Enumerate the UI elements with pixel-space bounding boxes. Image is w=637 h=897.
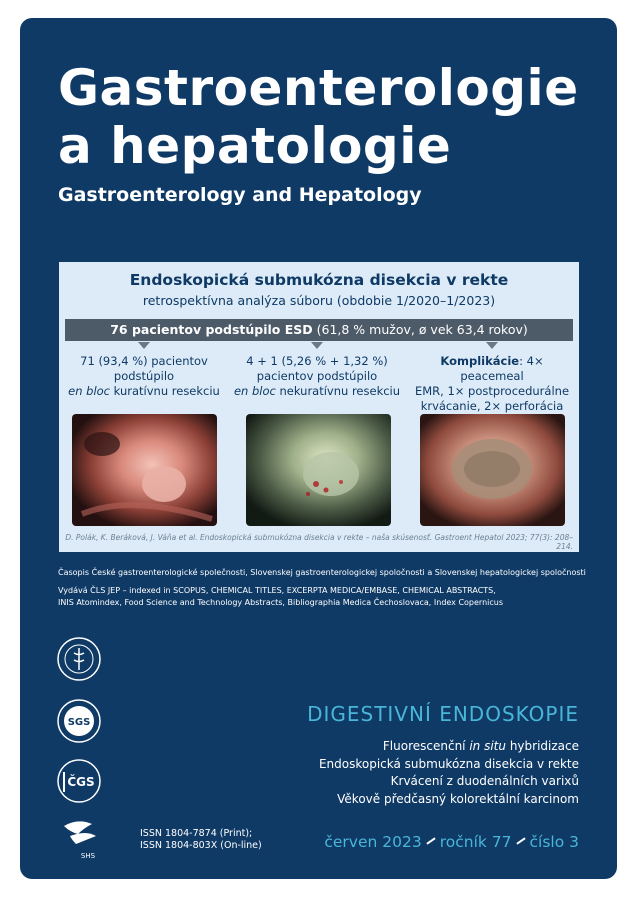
issue-info <box>324 833 579 851</box>
cgs-text: ČGS <box>67 775 95 789</box>
journal-subtitle: Gastroenterology and Hepatology <box>58 184 422 206</box>
issn-online: ISSN 1804-803X (On-line) <box>140 840 262 851</box>
index-line-1: Vydává ČLS JEP – indexed in SCOPUS, CHEMICAL TITLES, EXCERPTA MEDICA/EMBASE, CHEMICAL ABSTRACTS, <box>58 586 496 595</box>
down-arrow-icon <box>486 342 498 349</box>
result-noncurative: 4 + 1 (5,26 % + 1,32 %) pacientov podstúpilo en bloc nekuratívnu resekciu <box>233 354 401 398</box>
summary-bar <box>65 319 573 341</box>
journal-description: Časopis České gastroenterologické společnosti, Slovenskej gastroenterologickej spoločnosti a Slovenskej hepatologickej spoločnosti <box>58 568 586 577</box>
summary-rest: (61,8 % mužov, ø vek 63,4 rokov) <box>312 322 528 337</box>
cls-jep-logo <box>56 636 102 687</box>
cgs-logo <box>56 758 102 809</box>
issn-print: ISSN 1804-7874 (Print); <box>140 828 253 839</box>
down-arrow-icon <box>138 342 150 349</box>
result-curative: 71 (93,4 %) pacientov podstúpilo en bloc kuratívnu resekciu <box>68 354 220 398</box>
slash-icon <box>426 837 435 844</box>
topic-item: Endoskopická submukózna disekcia v rekte <box>318 756 579 771</box>
feature-title: Endoskopická submukózna disekcia v rekte <box>129 271 509 289</box>
endoscopy-image-1 <box>72 414 217 526</box>
slash-icon <box>516 837 525 844</box>
journal-cover <box>20 18 617 879</box>
sgs-text: SGS <box>67 717 91 728</box>
topic-item: Věkově předčasný kolorektální karcinom <box>337 791 579 806</box>
shs-logo <box>56 818 116 867</box>
feature-subtitle: retrospektívna analýza súboru (obdobie 1/2020–1/2023) <box>142 293 496 308</box>
down-arrow-icon <box>311 342 323 349</box>
issue-month: červen 2023 <box>324 833 422 851</box>
endoscopy-image-2 <box>246 414 391 526</box>
result-complications: Komplikácie: 4× peacemeal EMR, 1× postprocedurálne krvácanie, 2× perforácia <box>414 354 570 413</box>
journal-title-line2: a hepatologie <box>58 117 452 175</box>
topic-item: Krvácení z duodenálních varixů <box>390 774 579 788</box>
topics-list <box>319 738 579 808</box>
issue-volume: ročník 77 <box>439 833 512 851</box>
special-section-title: DIGESTIVNÍ ENDOSKOPIE <box>307 702 579 726</box>
endoscopy-image-3 <box>420 414 565 526</box>
shs-text: SHS <box>80 852 96 860</box>
summary-bold: 76 pacientov podstúpilo ESD <box>110 322 313 337</box>
sgs-logo <box>56 698 102 749</box>
topic-item: Fluorescenční in situ hybridizace <box>382 739 579 753</box>
feature-panel <box>59 262 579 552</box>
issn-block <box>140 828 262 852</box>
index-line-2: INIS Atomindex, Food Science and Technology Abstracts, Bibliographia Medica Čechoslovaca, Index Copernicus <box>58 598 504 607</box>
issue-number: číslo 3 <box>529 833 579 851</box>
citation: D. Polák, K. Beráková, J. Váňa et al. Endoskopická submukózna disekcia v rekte – naša skúsenosť. Gastroent Hepatol 2023; 77(3): 208–214. <box>65 533 573 551</box>
journal-title-line1: Gastroenterologie <box>58 59 579 117</box>
